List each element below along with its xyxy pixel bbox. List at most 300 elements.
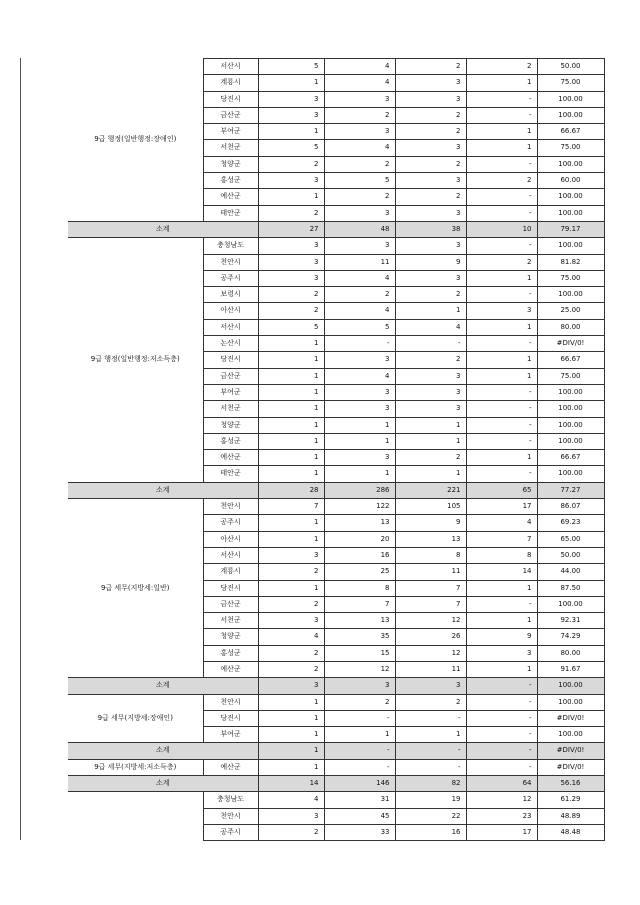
region-name: 태안군 (203, 466, 258, 482)
subtotal-col2: 48 (324, 221, 395, 237)
rate-value: #DIV/0! (537, 710, 604, 726)
col4-value: - (466, 336, 537, 352)
col2-value: 3 (324, 352, 395, 368)
col4-value: - (466, 384, 537, 400)
table-row (68, 59, 604, 75)
col2-value: 20 (324, 531, 395, 547)
col3-value: 19 (395, 792, 466, 808)
col2-value: 4 (324, 270, 395, 286)
col1-value: 4 (258, 629, 324, 645)
rate-value: 92.31 (537, 613, 604, 629)
region-name: 천안시 (203, 808, 258, 824)
col1-value: 5 (258, 319, 324, 335)
rate-value: 100.00 (537, 384, 604, 400)
col2-value: 4 (324, 368, 395, 384)
region-name: 공주시 (203, 824, 258, 840)
rate-value: 48.48 (537, 824, 604, 840)
subtotal-col3: - (395, 743, 466, 759)
category-label: 9급 행정(일반행정:저소득층) (68, 238, 203, 482)
rate-value: 100.00 (537, 156, 604, 172)
col1-value: 1 (258, 515, 324, 531)
subtotal-rate: #DIV/0! (537, 743, 604, 759)
table-row (68, 499, 604, 515)
region-name: 보령시 (203, 287, 258, 303)
subtotal-rate: 79.17 (537, 221, 604, 237)
region-name: 서천군 (203, 140, 258, 156)
col4-value: 1 (466, 319, 537, 335)
col4-value: 2 (466, 173, 537, 189)
region-name: 금산군 (203, 596, 258, 612)
col2-value: 2 (324, 156, 395, 172)
rate-value: 60.00 (537, 173, 604, 189)
col1-value: 1 (258, 336, 324, 352)
col1-value: 1 (258, 694, 324, 710)
col1-value: 3 (258, 91, 324, 107)
region-name: 천안시 (203, 254, 258, 270)
region-name: 부여군 (203, 384, 258, 400)
col4-value: 1 (466, 368, 537, 384)
col2-value: 3 (324, 384, 395, 400)
subtotal-rate: 77.27 (537, 482, 604, 498)
region-name: 예산군 (203, 759, 258, 775)
col4-value: 1 (466, 140, 537, 156)
subtotal-col2: 146 (324, 776, 395, 792)
col3-value: 2 (395, 352, 466, 368)
col3-value: 7 (395, 596, 466, 612)
col3-value: - (395, 336, 466, 352)
outer-left-border (20, 58, 21, 840)
col4-value: - (466, 466, 537, 482)
col4-value: - (466, 433, 537, 449)
subtotal-label: 소계 (68, 743, 258, 759)
col3-value: 1 (395, 303, 466, 319)
rate-value: 100.00 (537, 596, 604, 612)
col3-value: 9 (395, 515, 466, 531)
region-name: 홍성군 (203, 433, 258, 449)
rate-value: 86.07 (537, 499, 604, 515)
col2-value: 3 (324, 238, 395, 254)
col1-value: 2 (258, 596, 324, 612)
col2-value: 4 (324, 59, 395, 75)
col1-value: 1 (258, 352, 324, 368)
col3-value: 26 (395, 629, 466, 645)
subtotal-row (68, 743, 604, 759)
rate-value: 81.82 (537, 254, 604, 270)
col2-value: 3 (324, 450, 395, 466)
col2-value: 16 (324, 547, 395, 563)
col1-value: 2 (258, 564, 324, 580)
col1-value: 1 (258, 189, 324, 205)
col2-value: 1 (324, 466, 395, 482)
subtotal-col4: 10 (466, 221, 537, 237)
col2-value: 7 (324, 596, 395, 612)
col1-value: 2 (258, 645, 324, 661)
region-name: 천안시 (203, 499, 258, 515)
region-name: 충청남도 (203, 238, 258, 254)
col2-value: 15 (324, 645, 395, 661)
col3-value: 2 (395, 107, 466, 123)
col3-value: 7 (395, 580, 466, 596)
region-name: 충청남도 (203, 792, 258, 808)
region-name: 청양군 (203, 629, 258, 645)
rate-value: 100.00 (537, 417, 604, 433)
subtotal-col1: 1 (258, 743, 324, 759)
col1-value: 1 (258, 580, 324, 596)
col2-value: 11 (324, 254, 395, 270)
col4-value: 7 (466, 531, 537, 547)
rate-value: 50.00 (537, 547, 604, 563)
col1-value: 1 (258, 759, 324, 775)
col4-value: 4 (466, 515, 537, 531)
category-label: 9급 세무(지방세:일반) (68, 499, 203, 678)
col4-value: - (466, 238, 537, 254)
col1-value: 1 (258, 368, 324, 384)
rate-value: 100.00 (537, 189, 604, 205)
col2-value: 2 (324, 107, 395, 123)
col3-value: 9 (395, 254, 466, 270)
col2-value: 4 (324, 140, 395, 156)
subtotal-col1: 27 (258, 221, 324, 237)
region-name: 당진시 (203, 91, 258, 107)
table-row (68, 238, 604, 254)
rate-value: 100.00 (537, 466, 604, 482)
region-name: 서산시 (203, 59, 258, 75)
col1-value: 2 (258, 156, 324, 172)
rate-value: 61.29 (537, 792, 604, 808)
subtotal-col4: 64 (466, 776, 537, 792)
rate-value: 100.00 (537, 205, 604, 221)
subtotal-col4: - (466, 743, 537, 759)
rate-value: 100.00 (537, 107, 604, 123)
rate-value: #DIV/0! (537, 759, 604, 775)
col3-value: 1 (395, 466, 466, 482)
col1-value: 2 (258, 287, 324, 303)
col2-value: 4 (324, 75, 395, 91)
col3-value: 22 (395, 808, 466, 824)
col1-value: 1 (258, 466, 324, 482)
rate-value: 66.67 (537, 450, 604, 466)
col1-value: 5 (258, 59, 324, 75)
col4-value: - (466, 156, 537, 172)
col4-value: - (466, 287, 537, 303)
rate-value: 100.00 (537, 433, 604, 449)
rate-value: 74.29 (537, 629, 604, 645)
col4-value: 1 (466, 613, 537, 629)
col3-value: 3 (395, 75, 466, 91)
rate-value: 80.00 (537, 645, 604, 661)
col3-value: 3 (395, 91, 466, 107)
region-name: 계룡시 (203, 75, 258, 91)
rate-value: 65.00 (537, 531, 604, 547)
col2-value: - (324, 336, 395, 352)
col4-value: 1 (466, 270, 537, 286)
col4-value: - (466, 189, 537, 205)
subtotal-col3: 221 (395, 482, 466, 498)
region-name: 태안군 (203, 205, 258, 221)
col3-value: 8 (395, 547, 466, 563)
region-name: 금산군 (203, 368, 258, 384)
col1-value: 3 (258, 547, 324, 563)
subtotal-col2: 286 (324, 482, 395, 498)
rate-value: 100.00 (537, 238, 604, 254)
region-name: 논산시 (203, 336, 258, 352)
region-name: 부여군 (203, 124, 258, 140)
col3-value: 3 (395, 401, 466, 417)
col1-value: 1 (258, 450, 324, 466)
col4-value: 1 (466, 580, 537, 596)
col2-value: 3 (324, 91, 395, 107)
col4-value: 17 (466, 499, 537, 515)
col3-value: 3 (395, 368, 466, 384)
region-name: 계룡시 (203, 564, 258, 580)
col4-value: - (466, 694, 537, 710)
col4-value: 1 (466, 352, 537, 368)
subtotal-row (68, 482, 604, 498)
col1-value: 2 (258, 205, 324, 221)
col3-value: 2 (395, 59, 466, 75)
col2-value: 3 (324, 124, 395, 140)
region-name: 홍성군 (203, 173, 258, 189)
col3-value: 3 (395, 140, 466, 156)
col2-value: 4 (324, 303, 395, 319)
subtotal-rate: 56.16 (537, 776, 604, 792)
col1-value: 1 (258, 727, 324, 743)
rate-value: 80.00 (537, 319, 604, 335)
col1-value: 1 (258, 710, 324, 726)
col4-value: 1 (466, 75, 537, 91)
col3-value: 12 (395, 613, 466, 629)
col4-value: - (466, 710, 537, 726)
rate-value: 44.00 (537, 564, 604, 580)
col2-value: 3 (324, 401, 395, 417)
col3-value: 1 (395, 433, 466, 449)
rate-value: 75.00 (537, 140, 604, 156)
rate-value: #DIV/0! (537, 336, 604, 352)
col1-value: 7 (258, 499, 324, 515)
col3-value: 3 (395, 205, 466, 221)
col2-value: 33 (324, 824, 395, 840)
col1-value: 1 (258, 417, 324, 433)
region-name: 홍성군 (203, 645, 258, 661)
col1-value: 1 (258, 75, 324, 91)
col1-value: 1 (258, 433, 324, 449)
col2-value: 8 (324, 580, 395, 596)
col4-value: 1 (466, 124, 537, 140)
col4-value: 8 (466, 547, 537, 563)
col2-value: 1 (324, 417, 395, 433)
col3-value: 2 (395, 287, 466, 303)
col2-value: 1 (324, 433, 395, 449)
region-name: 당진시 (203, 580, 258, 596)
table-body (68, 59, 604, 841)
col1-value: 4 (258, 792, 324, 808)
col1-value: 2 (258, 661, 324, 677)
subtotal-col1: 3 (258, 678, 324, 694)
region-name: 청양군 (203, 156, 258, 172)
col4-value: - (466, 401, 537, 417)
col3-value: 13 (395, 531, 466, 547)
col2-value: 5 (324, 173, 395, 189)
region-name: 공주시 (203, 515, 258, 531)
col4-value: - (466, 205, 537, 221)
subtotal-col3: 82 (395, 776, 466, 792)
col2-value: 12 (324, 661, 395, 677)
rate-value: 100.00 (537, 694, 604, 710)
col2-value: 3 (324, 205, 395, 221)
col3-value: 3 (395, 173, 466, 189)
rate-value: 100.00 (537, 287, 604, 303)
col4-value: 17 (466, 824, 537, 840)
col1-value: 3 (258, 808, 324, 824)
rate-value: 75.00 (537, 75, 604, 91)
col2-value: 45 (324, 808, 395, 824)
subtotal-col3: 38 (395, 221, 466, 237)
col2-value: 13 (324, 515, 395, 531)
subtotal-col2: - (324, 743, 395, 759)
table-row (68, 694, 604, 710)
region-name: 서산시 (203, 547, 258, 563)
col4-value: 1 (466, 661, 537, 677)
region-name: 서천군 (203, 613, 258, 629)
col3-value: 3 (395, 270, 466, 286)
rate-value: 87.50 (537, 580, 604, 596)
col2-value: 2 (324, 287, 395, 303)
rate-value: 91.67 (537, 661, 604, 677)
region-name: 예산군 (203, 450, 258, 466)
col3-value: 2 (395, 450, 466, 466)
subtotal-col4: 65 (466, 482, 537, 498)
col4-value: 14 (466, 564, 537, 580)
subtotal-col2: 3 (324, 678, 395, 694)
region-name: 부여군 (203, 727, 258, 743)
col3-value: - (395, 710, 466, 726)
rate-value: 100.00 (537, 91, 604, 107)
col1-value: 2 (258, 824, 324, 840)
subtotal-col1: 28 (258, 482, 324, 498)
col1-value: 5 (258, 140, 324, 156)
col2-value: 2 (324, 694, 395, 710)
col2-value: - (324, 710, 395, 726)
col4-value: - (466, 727, 537, 743)
subtotal-label: 소계 (68, 221, 258, 237)
col1-value: 3 (258, 254, 324, 270)
col3-value: 3 (395, 238, 466, 254)
col4-value: 1 (466, 450, 537, 466)
col3-value: 1 (395, 727, 466, 743)
region-name: 예산군 (203, 189, 258, 205)
col3-value: 3 (395, 384, 466, 400)
col1-value: 1 (258, 124, 324, 140)
col3-value: 16 (395, 824, 466, 840)
recruitment-statistics-table (68, 58, 605, 841)
category-label: 9급 세무(지방세:저소득층) (68, 759, 203, 775)
col2-value: 35 (324, 629, 395, 645)
table-row (68, 759, 604, 775)
col2-value: 1 (324, 727, 395, 743)
category-label: 9급 세무(지방세:장애인) (68, 694, 203, 743)
col1-value: 2 (258, 303, 324, 319)
subtotal-label: 소계 (68, 482, 258, 498)
region-name: 예산군 (203, 661, 258, 677)
region-name: 서산시 (203, 319, 258, 335)
table-row (68, 792, 604, 808)
region-name: 청양군 (203, 417, 258, 433)
col1-value: 1 (258, 531, 324, 547)
col2-value: 2 (324, 189, 395, 205)
col4-value: 9 (466, 629, 537, 645)
col2-value: 31 (324, 792, 395, 808)
col3-value: - (395, 759, 466, 775)
rate-value: 75.00 (537, 270, 604, 286)
rate-value: 100.00 (537, 401, 604, 417)
rate-value: 48.89 (537, 808, 604, 824)
col4-value: - (466, 596, 537, 612)
col1-value: 3 (258, 107, 324, 123)
col1-value: 3 (258, 173, 324, 189)
region-name: 천안시 (203, 694, 258, 710)
col4-value: - (466, 107, 537, 123)
col3-value: 2 (395, 694, 466, 710)
subtotal-col1: 14 (258, 776, 324, 792)
region-name: 공주시 (203, 270, 258, 286)
rate-value: 100.00 (537, 727, 604, 743)
col3-value: 2 (395, 189, 466, 205)
col1-value: 3 (258, 238, 324, 254)
col3-value: 1 (395, 417, 466, 433)
rate-value: 66.67 (537, 124, 604, 140)
region-name: 아산시 (203, 531, 258, 547)
col3-value: 11 (395, 564, 466, 580)
col1-value: 1 (258, 401, 324, 417)
col3-value: 2 (395, 124, 466, 140)
rate-value: 25.00 (537, 303, 604, 319)
rate-value: 69.23 (537, 515, 604, 531)
category-label: 9급 행정(일반행정:장애인) (68, 59, 203, 222)
col1-value: 3 (258, 613, 324, 629)
col2-value: - (324, 759, 395, 775)
col3-value: 105 (395, 499, 466, 515)
col2-value: 122 (324, 499, 395, 515)
rate-value: 50.00 (537, 59, 604, 75)
col4-value: 12 (466, 792, 537, 808)
col2-value: 5 (324, 319, 395, 335)
col4-value: 23 (466, 808, 537, 824)
subtotal-row (68, 776, 604, 792)
col2-value: 25 (324, 564, 395, 580)
subtotal-row (68, 221, 604, 237)
col4-value: 2 (466, 254, 537, 270)
region-name: 당진시 (203, 352, 258, 368)
subtotal-row (68, 678, 604, 694)
col1-value: 1 (258, 384, 324, 400)
region-name: 금산군 (203, 107, 258, 123)
subtotal-rate: 100.00 (537, 678, 604, 694)
col4-value: - (466, 91, 537, 107)
col3-value: 4 (395, 319, 466, 335)
subtotal-label: 소계 (68, 678, 258, 694)
col4-value: 3 (466, 645, 537, 661)
col4-value: 3 (466, 303, 537, 319)
subtotal-col4: - (466, 678, 537, 694)
col3-value: 11 (395, 661, 466, 677)
col4-value: - (466, 417, 537, 433)
col4-value: 2 (466, 59, 537, 75)
rate-value: 75.00 (537, 368, 604, 384)
subtotal-col3: 3 (395, 678, 466, 694)
region-name: 당진시 (203, 710, 258, 726)
subtotal-label: 소계 (68, 776, 258, 792)
category-label (68, 792, 203, 841)
